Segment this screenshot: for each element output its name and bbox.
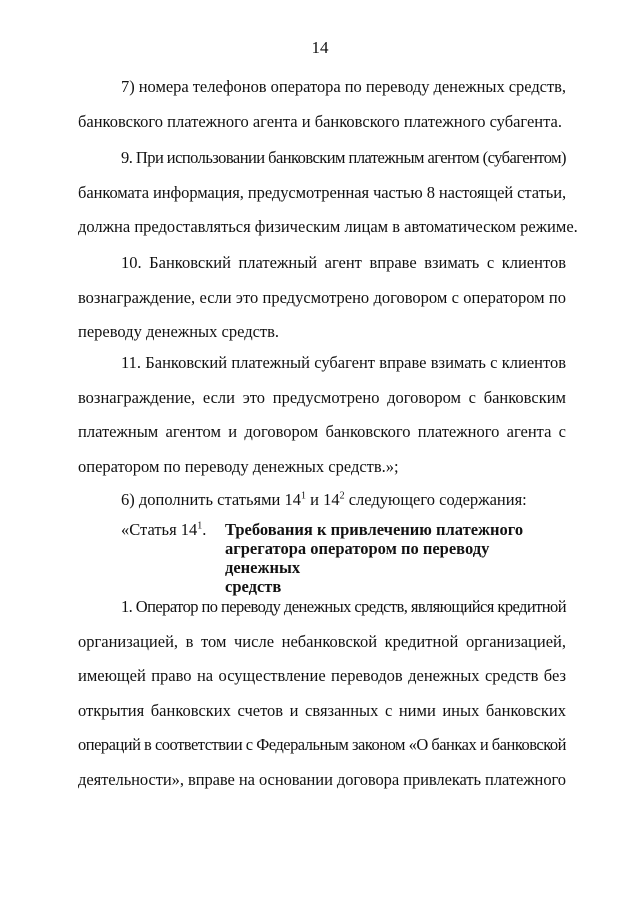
article-paragraph-1-line-1: 1. Оператор по переводу денежных средств, являющийся кредитной [121,597,566,616]
article-label-text: «Статья 14 [121,520,198,539]
item-7-paragraph [78,70,566,139]
item-6-line [78,483,566,518]
article-title-line-3: средств [225,577,282,596]
paragraph-11-line-3: платежным агентом и договором банковского платежного агента с [78,422,566,441]
paragraph-10-line-2: вознаграждение, если это предусмотрено договором с оператором по [78,287,566,307]
article-paragraph-1-line-4: открытия банковских счетов и связанных с ними иных банковских [78,700,566,720]
article-paragraph-1-line-3: имеющей право на осуществление переводов денежных средств без [78,666,566,685]
item-6-text-a: 6) дополнить статьями 14 [121,490,301,509]
article-paragraph-1 [78,590,566,797]
item-6-paragraph [78,483,566,518]
item-6-sup-a: 1 [301,490,306,502]
item-7-line-1: 7) номера телефонов оператора по переводу денежных средств, [121,77,566,96]
paragraph-9-line-1: 9. При использовании банковским платежным агентом (субагентом) [121,148,566,167]
item-6-text-b: и 14 [306,490,340,509]
paragraph-9-line-3: должна предоставляться физическим лицам в автоматическом режиме. [78,217,578,236]
paragraph-9-line-2: банкомата информация, предусмотренная частью 8 настоящей статьи, [78,182,566,202]
article-paragraph-1-line-6: деятельности», вправе на основании договора привлекать платежного [78,769,566,789]
article-label-sup: 1 [197,520,203,532]
page-number: 14 [311,38,329,57]
article-label [121,520,206,539]
paragraph-10-line-3: переводу денежных средств. [78,322,280,341]
article-title-line-1: Требования к привлечению платежного [225,520,524,539]
article-title-line-2: агрегатора оператором по переводу денежных [225,539,490,577]
paragraph-9 [78,141,578,245]
item-7-line-2: банковского платежного агента и банковского платежного субагента. [78,111,562,131]
paragraph-11-line-2: вознаграждение, если это предусмотрено договором с банковским [78,387,566,407]
paragraph-11-line-1: 11. Банковский платежный субагент вправе взимать с клиентов [121,353,566,372]
article-paragraph-1-line-2: организацией, в том числе небанковской кредитной организацией, [78,631,566,651]
paragraph-11-line-4: оператором по переводу денежных средств.»; [78,456,399,476]
article-title [225,520,565,596]
item-6-text-c: следующего содержания: [344,490,527,509]
article-label-end: . [202,520,207,539]
article-paragraph-1-line-5: операций в соответствии с Федеральным законом «О банках и банковской [78,735,566,754]
paragraph-11 [78,346,566,484]
paragraph-10 [78,246,566,350]
item-6-sup-b: 2 [339,490,345,502]
paragraph-10-line-1: 10. Банковский платежный агент вправе взимать с клиентов [121,253,566,272]
